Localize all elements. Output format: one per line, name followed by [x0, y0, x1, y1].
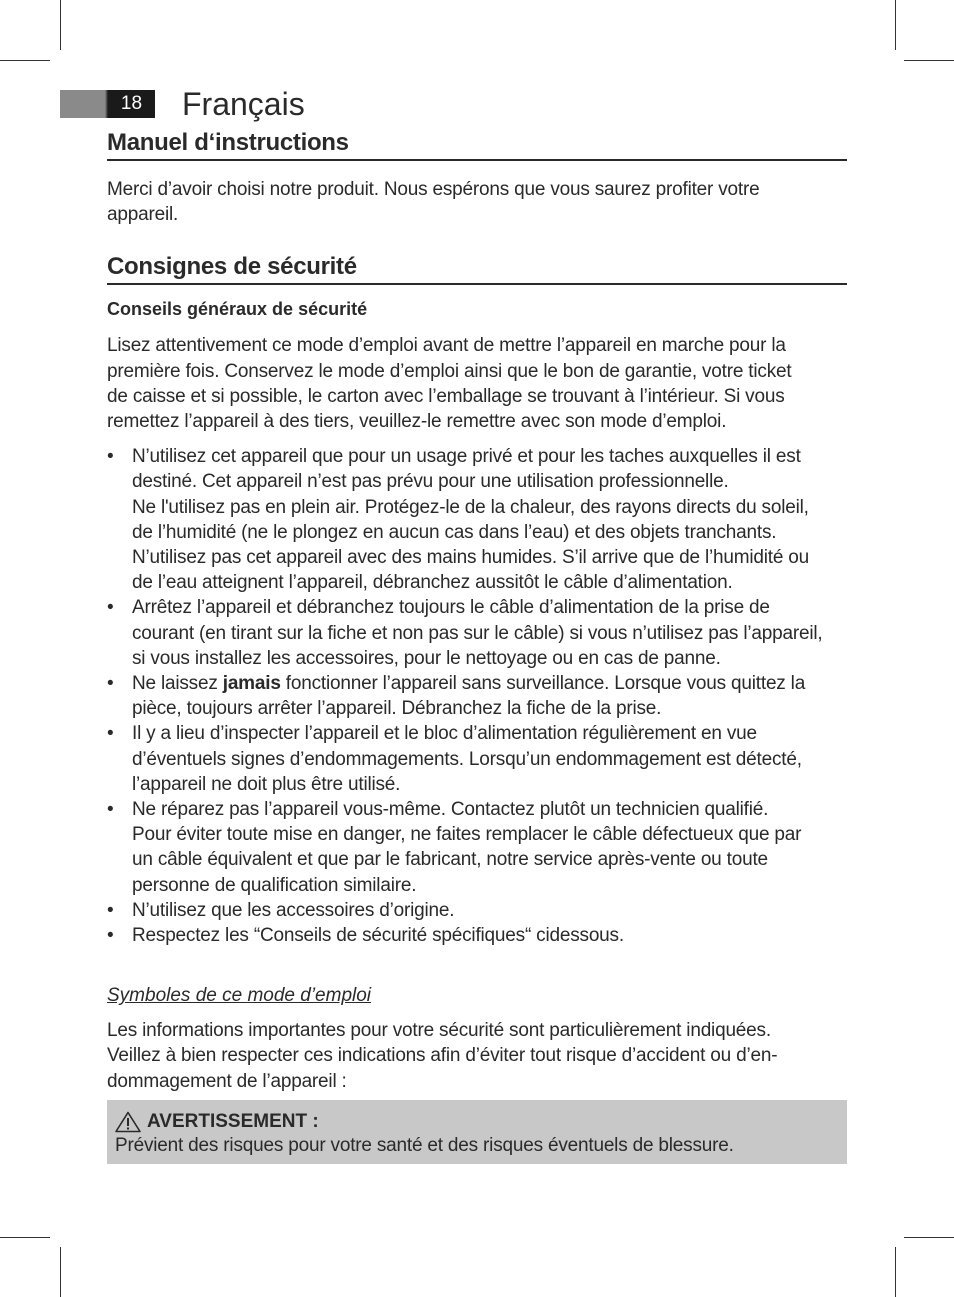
bullet-icon: •	[107, 597, 114, 619]
crop-mark	[60, 0, 61, 50]
list-item	[107, 898, 847, 923]
intro-line: appareil.	[107, 204, 179, 226]
crop-mark	[0, 60, 50, 61]
safety-paragraph-line: première fois. Conservez le mode d’emploi ainsi que le bon de garantie, votre ticket	[107, 360, 792, 382]
safety-paragraph-line: Lisez attentivement ce mode d’emploi avant de mettre l’appareil en marche pour la	[107, 335, 786, 357]
warning-text: Prévient des risques pour votre santé et des risques éventuels de blessure.	[115, 1134, 734, 1156]
list-item-line: destiné. Cet appareil n’est pas prévu pour une utilisation professionnelle.	[132, 471, 729, 493]
page-content	[107, 128, 847, 1164]
section-title-manual: Manuel d‘instructions	[107, 128, 847, 161]
list-item-line: pièce, toujours arrêter l’appareil. Débranchez la fiche de la prise.	[132, 698, 662, 720]
bullet-icon: •	[107, 899, 114, 921]
emphasis-never: jamais	[222, 673, 281, 695]
bullet-icon: •	[107, 673, 114, 695]
warning-title: AVERTISSEMENT :	[147, 1110, 319, 1132]
subsection-title-general: Conseils généraux de sécurité	[107, 299, 368, 320]
list-item-line: Respectez les “Conseils de sécurité spécifiques“ cidessous.	[132, 925, 624, 947]
list-item	[107, 444, 847, 595]
bullet-icon: •	[107, 446, 114, 468]
crop-mark	[60, 1247, 61, 1297]
list-item-line: personne de qualification similaire.	[132, 874, 417, 896]
list-item-line: Arrêtez l’appareil et débranchez toujours le câble d’alimentation de la prise de	[132, 597, 770, 619]
list-item	[107, 671, 847, 721]
list-item-line: N’utilisez pas cet appareil avec des mains humides. S’il arrive que de l’humidité ou	[132, 547, 810, 569]
warning-title-row	[115, 1110, 839, 1134]
language-heading: Français	[182, 86, 305, 122]
list-item-line: Ne l'utilisez pas en plein air. Protégez-le de la chaleur, des rayons directs du soleil,	[132, 496, 809, 518]
safety-paragraph-line: remettez l’appareil à des tiers, veuillez-le remettre avec son mode d’emploi.	[107, 411, 727, 433]
list-item-line	[132, 671, 847, 696]
symbols-text-line: dommagement de l’appareil :	[107, 1070, 347, 1092]
crop-mark	[904, 60, 954, 61]
list-item-line: N’utilisez cet appareil que pour un usage privé et pour les taches auxquelles il est	[132, 446, 801, 468]
symbols-text-line: Veillez à bien respecter ces indications afin d’éviter tout risque d’accident ou d’en-	[107, 1045, 778, 1067]
list-item-line: N’utilisez que les accessoires d’origine.	[132, 899, 455, 921]
page-number: 18	[120, 93, 143, 114]
bullet-icon: •	[107, 925, 114, 947]
bullet-icon: •	[107, 723, 114, 745]
list-item-line: de l’humidité (ne le plongez en aucun cas dans l’eau) et des objets tranchants.	[132, 521, 777, 543]
list-item-line: Il y a lieu d’inspecter l’appareil et le bloc d’alimentation régulièrement en vue	[132, 723, 757, 745]
bullet-icon: •	[107, 799, 114, 821]
list-item-line: l’appareil ne doit plus être utilisé.	[132, 773, 401, 795]
crop-mark	[0, 1237, 50, 1238]
list-item	[107, 797, 847, 898]
crop-mark	[904, 1237, 954, 1238]
list-item-line: si vous installez les accessoires, pour le nettoyage ou en cas de panne.	[132, 647, 721, 669]
symbols-text-line: Les informations importantes pour votre sécurité sont particulièrement indiquées.	[107, 1020, 771, 1042]
list-item	[107, 595, 847, 671]
section-title-safety: Consignes de sécurité	[107, 252, 847, 285]
safety-bullet-list	[107, 444, 847, 948]
list-item	[107, 923, 847, 948]
text-run: Ne laissez	[132, 673, 223, 695]
symbols-subtitle: Symboles de ce mode d’emploi	[107, 985, 372, 1007]
list-item-line: Ne réparez pas l’appareil vous-même. Contactez plutôt un technicien qualifié.	[132, 799, 769, 821]
list-item	[107, 721, 847, 797]
crop-mark	[895, 1247, 896, 1297]
text-run: fonctionner l’appareil sans surveillance. Lorsque vous quittez la	[280, 673, 806, 695]
list-item-line: Pour éviter toute mise en danger, ne faites remplacer le câble défectueux que par	[132, 824, 802, 846]
safety-paragraph-line: de caisse et si possible, le carton avec l’emballage se trouvant à l’intérieur. Si vous	[107, 385, 785, 407]
crop-mark	[895, 0, 896, 50]
warning-box	[107, 1100, 847, 1164]
list-item-line: d’éventuels signes d’endommagements. Lorsqu’un endommagement est détecté,	[132, 748, 802, 770]
intro-line: Merci d’avoir choisi notre produit. Nous espérons que vous saurez profiter votre	[107, 179, 760, 200]
list-item-line: courant (en tirant sur la fiche et non pas sur le câble) si vous n’utilisez pas l’appareil,	[132, 622, 823, 644]
list-item-line: de l’eau atteignent l’appareil, débranchez aussitôt le câble d’alimentation.	[132, 572, 733, 594]
list-item-line: un câble équivalent et que par le fabricant, notre service après-vente ou toute	[132, 849, 768, 871]
warning-triangle-icon	[115, 1111, 141, 1133]
